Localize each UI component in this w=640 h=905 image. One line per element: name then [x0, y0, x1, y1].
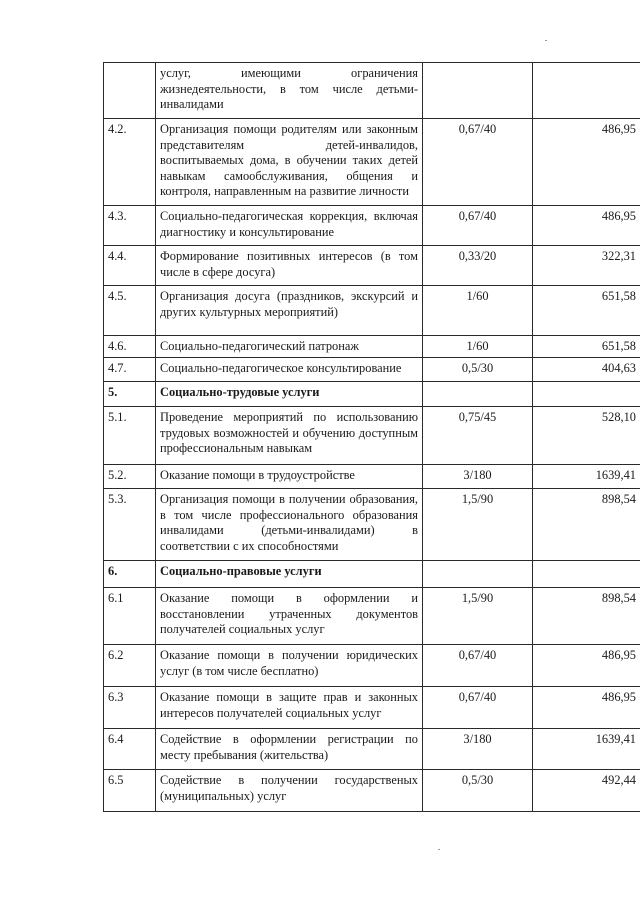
service-time: 3/180: [423, 729, 533, 770]
service-price: 651,58: [533, 286, 640, 336]
row-number: 6.4: [104, 729, 156, 770]
service-name: Содействие в оформлении регистрации по месту пребывания (жительства): [156, 729, 423, 770]
service-price: 528,10: [533, 407, 640, 465]
table-row: [104, 63, 640, 119]
service-price: [533, 561, 640, 588]
service-time: 1/60: [423, 336, 533, 358]
services-price-table: [103, 62, 640, 812]
row-number: 6.5: [104, 770, 156, 812]
service-name: Организация помощи родителям или законным представителям детей-инвалидов, воспитываемых дома, в обучении таких детей навыкам самообслуживания, общения и контроля, направленным на развитие личности: [156, 119, 423, 206]
service-price: 898,54: [533, 489, 640, 561]
service-name: Социально-педагогическая коррекция, включая диагностику и консультирование: [156, 206, 423, 246]
table-row: [104, 489, 640, 561]
scan-speck: [438, 849, 440, 850]
service-time: [423, 63, 533, 119]
table-row: [104, 407, 640, 465]
service-time: 3/180: [423, 465, 533, 489]
row-number: [104, 63, 156, 119]
section-row: [104, 561, 640, 588]
service-time: [423, 561, 533, 588]
service-price: 486,95: [533, 645, 640, 687]
table-row: [104, 286, 640, 336]
service-name: Оказание помощи в получении юридических услуг (в том числе бесплатно): [156, 645, 423, 687]
service-price: 486,95: [533, 119, 640, 206]
table-row: [104, 770, 640, 812]
service-price: 651,58: [533, 336, 640, 358]
table-row: [104, 358, 640, 382]
scan-speck: [545, 40, 547, 41]
section-number: 6.: [104, 561, 156, 588]
service-price: 1639,41: [533, 465, 640, 489]
service-price: 898,54: [533, 588, 640, 645]
service-time: 0,5/30: [423, 770, 533, 812]
service-name: Содействие в получении государственых (муниципальных) услуг: [156, 770, 423, 812]
row-number: 4.2.: [104, 119, 156, 206]
service-time: 1/60: [423, 286, 533, 336]
row-number: 5.1.: [104, 407, 156, 465]
row-number: 4.6.: [104, 336, 156, 358]
service-time: [423, 382, 533, 407]
table-row: [104, 119, 640, 206]
service-name: Социально-педагогическое консультирование: [156, 358, 423, 382]
service-time: 0,33/20: [423, 246, 533, 286]
row-number: 6.2: [104, 645, 156, 687]
service-name: Организация досуга (праздников, экскурсий и других культурных мероприятий): [156, 286, 423, 336]
row-number: 5.3.: [104, 489, 156, 561]
service-name: Оказание помощи в оформлении и восстановлении утраченных документов получателей социальных услуг: [156, 588, 423, 645]
service-time: 1,5/90: [423, 588, 533, 645]
service-price: 486,95: [533, 687, 640, 729]
service-name: Социально-педагогический патронаж: [156, 336, 423, 358]
table-row: [104, 729, 640, 770]
service-time: 0,67/40: [423, 119, 533, 206]
service-price: 486,95: [533, 206, 640, 246]
service-price: [533, 382, 640, 407]
row-number: 6.1: [104, 588, 156, 645]
section-title: Социально-трудовые услуги: [156, 382, 423, 407]
row-number: 5.2.: [104, 465, 156, 489]
table-row: [104, 206, 640, 246]
service-price: 1639,41: [533, 729, 640, 770]
service-name: Формирование позитивных интересов (в том числе в сфере досуга): [156, 246, 423, 286]
service-price: 322,31: [533, 246, 640, 286]
table-row: [104, 645, 640, 687]
service-time: 0,75/45: [423, 407, 533, 465]
table-row: [104, 246, 640, 286]
table-row: [104, 588, 640, 645]
section-row: [104, 382, 640, 407]
service-price: 404,63: [533, 358, 640, 382]
service-name: Оказание помощи в трудоустройстве: [156, 465, 423, 489]
service-time: 0,67/40: [423, 206, 533, 246]
service-price: 492,44: [533, 770, 640, 812]
service-name: Оказание помощи в защите прав и законных интересов получателей социальных услуг: [156, 687, 423, 729]
row-number: 6.3: [104, 687, 156, 729]
table-row: [104, 336, 640, 358]
table-row: [104, 687, 640, 729]
row-number: 4.3.: [104, 206, 156, 246]
service-name: Организация помощи в получении образования, в том числе профессионального образования инвалидами (детьми-инвалидами) в соответствии с их способностями: [156, 489, 423, 561]
service-price: [533, 63, 640, 119]
service-time: 0,67/40: [423, 645, 533, 687]
service-name: услуг, имеющими ограничения жизнедеятельности, в том числе детьми-инвалидами: [156, 63, 423, 119]
section-number: 5.: [104, 382, 156, 407]
row-number: 4.5.: [104, 286, 156, 336]
service-time: 0,67/40: [423, 687, 533, 729]
service-name: Проведение мероприятий по использованию трудовых возможностей и обучению доступным профессиональным навыкам: [156, 407, 423, 465]
service-time: 1,5/90: [423, 489, 533, 561]
section-title: Социально-правовые услуги: [156, 561, 423, 588]
row-number: 4.4.: [104, 246, 156, 286]
table-row: [104, 465, 640, 489]
row-number: 4.7.: [104, 358, 156, 382]
service-time: 0,5/30: [423, 358, 533, 382]
